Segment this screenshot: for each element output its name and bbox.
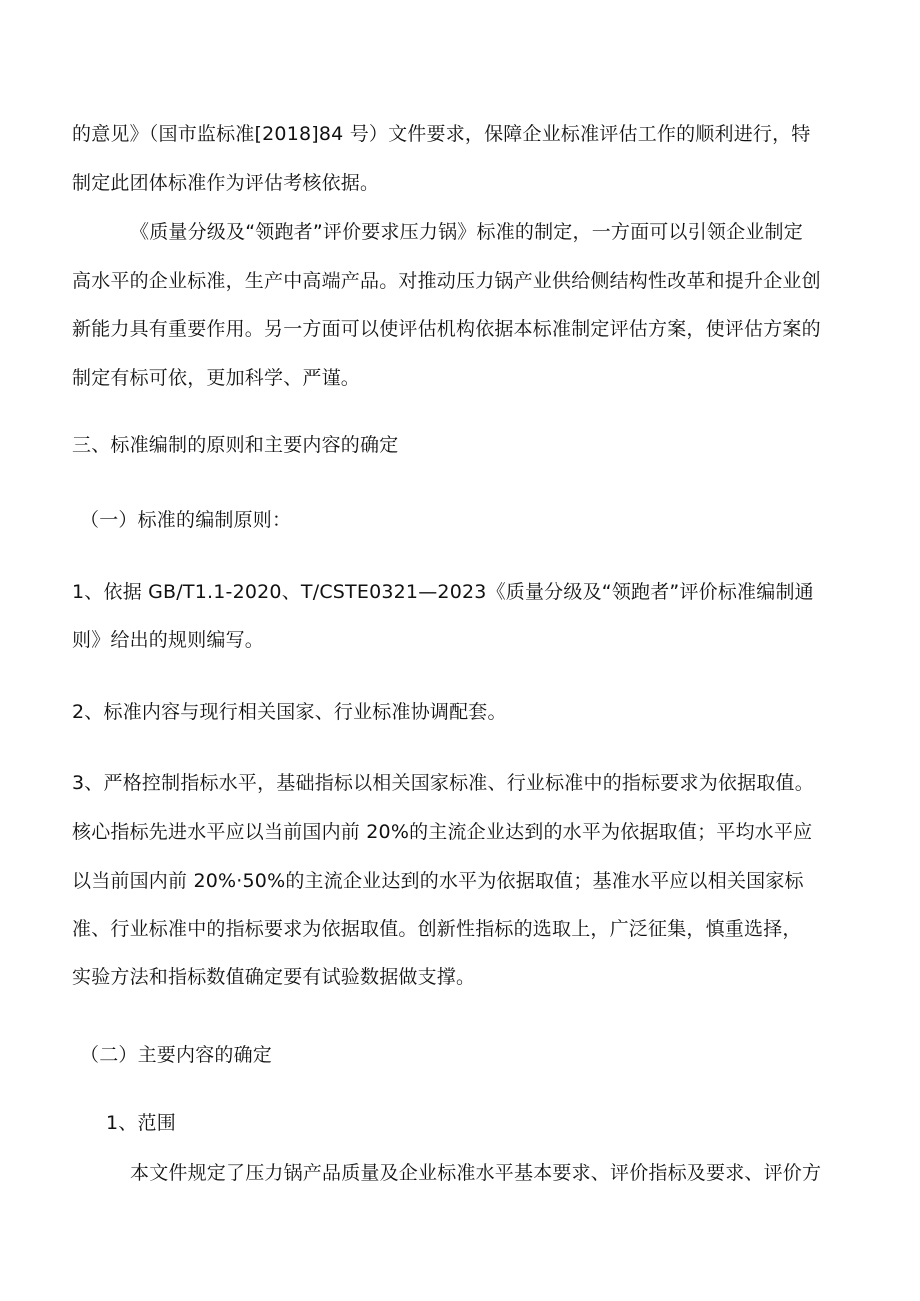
- item-3-line-3: 以当前国内前 20%·50%的主流企业达到的水平为依据取值；基准水平应以相关国家标: [72, 870, 804, 892]
- paragraph-2-line-3: 新能力具有重要作用。另一方面可以使评估机构依据本标准制定评估方案，使评估方案的: [72, 318, 821, 340]
- subheading-principles: （一）标准的编制原则：: [80, 509, 292, 531]
- item-3-line-4: 准、行业标准中的指标要求为依据取值。创新性指标的选取上，广泛征集，慎重选择，: [72, 918, 802, 940]
- item-3-line-5: 实验方法和指标数值确定要有试验数据做支撑。: [72, 966, 476, 988]
- section-heading-3: 三、标准编制的原则和主要内容的确定: [72, 434, 399, 456]
- scope-title: 1、范围: [106, 1112, 176, 1134]
- paragraph-2-line-1: 《质量分级及“领跑者”评价要求压力锅》标准的制定，一方面可以引领企业制定: [130, 221, 803, 243]
- paragraph-2-line-4: 制定有标可依，更加科学、严谨。: [72, 367, 361, 389]
- scope-text: 本文件规定了压力锅产品质量及企业标准水平基本要求、评价指标及要求、评价方: [130, 1162, 822, 1184]
- item-2: 2、标准内容与现行相关国家、行业标准协调配套。: [72, 701, 507, 723]
- item-3-line-2: 核心指标先进水平应以当前国内前 20%的主流企业达到的水平为依据取值；平均水平应: [72, 821, 813, 843]
- item-1-line-2: 则》给出的规则编写。: [72, 629, 265, 651]
- subheading-main-content: （二）主要内容的确定: [80, 1044, 273, 1066]
- paragraph-1-line-2: 制定此团体标准作为评估考核依据。: [72, 172, 380, 194]
- item-1-line-1: 1、依据 GB/T1.1-2020、T/CSTE0321—2023《质量分级及“领跑者”评价标准编制通: [72, 581, 814, 603]
- item-3-line-1: 3、严格控制指标水平，基础指标以相关国家标准、行业标准中的指标要求为依据取值。: [72, 772, 814, 794]
- paragraph-2-line-2: 高水平的企业标准，生产中高端产品。对推动压力锅产业供给侧结构性改革和提升企业创: [72, 270, 821, 292]
- paragraph-1-line-1: 的意见》（国市监标准[2018]84 号）文件要求，保障企业标准评估工作的顺利进行，特: [72, 123, 811, 145]
